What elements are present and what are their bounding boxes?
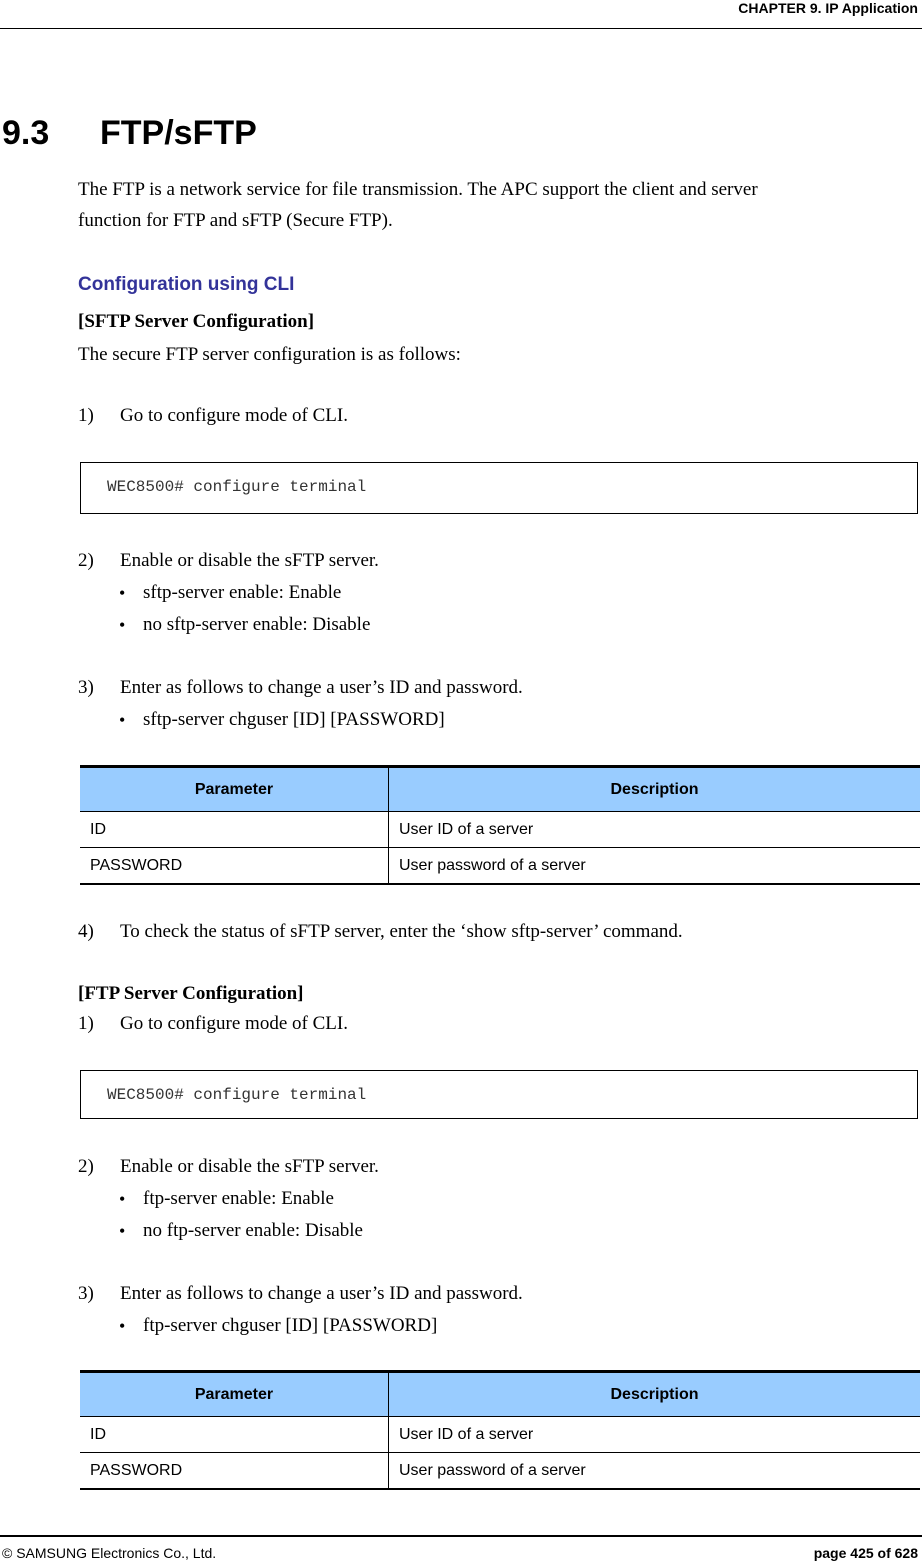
sftp-step1-text: Go to configure mode of CLI. bbox=[120, 405, 348, 426]
sftp-step2-num: 2) bbox=[78, 550, 94, 571]
column-header-description: Description bbox=[389, 1372, 921, 1417]
chapter-title: CHAPTER 9. IP Application bbox=[738, 0, 918, 16]
table-header-row bbox=[80, 1372, 920, 1417]
column-header-parameter: Parameter bbox=[80, 1372, 389, 1417]
table-cell: User password of a server bbox=[389, 1453, 921, 1490]
ftp-step3-num: 3) bbox=[78, 1283, 94, 1304]
sftp-description: The secure FTP server configuration is as follows: bbox=[78, 344, 461, 365]
table-cell: User ID of a server bbox=[389, 812, 921, 848]
table-cell: PASSWORD bbox=[80, 1453, 389, 1490]
sftp-bullet-chguser: sftp-server chguser [ID] [PASSWORD] bbox=[143, 709, 445, 730]
column-header-parameter: Parameter bbox=[80, 767, 389, 812]
intro-line-1: The FTP is a network service for file transmission. The APC support the client and server bbox=[78, 179, 758, 200]
bullet-icon: • bbox=[119, 1221, 126, 1241]
intro-line-2: function for FTP and sFTP (Secure FTP). bbox=[78, 210, 393, 231]
ftp-step3-text: Enter as follows to change a user’s ID and password. bbox=[120, 1283, 523, 1304]
ftp-bullet-enable: ftp-server enable: Enable bbox=[143, 1188, 334, 1209]
ftp-step1-text: Go to configure mode of CLI. bbox=[120, 1013, 348, 1034]
sftp-parameter-table bbox=[80, 765, 920, 885]
sftp-heading: [SFTP Server Configuration] bbox=[78, 311, 315, 332]
bullet-icon: • bbox=[119, 710, 126, 730]
sftp-step4-num: 4) bbox=[78, 921, 94, 942]
bullet-icon: • bbox=[119, 615, 126, 635]
table-cell: User password of a server bbox=[389, 848, 921, 885]
ftp-parameter-table bbox=[80, 1370, 920, 1490]
table-header-row bbox=[80, 767, 920, 812]
ftp-step1-num: 1) bbox=[78, 1013, 94, 1034]
cli-heading: Configuration using CLI bbox=[78, 274, 295, 295]
code-line: WEC8500# configure terminal bbox=[107, 478, 367, 496]
bullet-icon: • bbox=[119, 1189, 126, 1209]
page-footer bbox=[0, 1535, 922, 1567]
bullet-icon: • bbox=[119, 1316, 126, 1336]
sftp-bullet-enable: sftp-server enable: Enable bbox=[143, 582, 342, 603]
section-title: FTP/sFTP bbox=[100, 114, 257, 152]
table-cell: ID bbox=[80, 1417, 389, 1453]
ftp-bullet-chguser: ftp-server chguser [ID] [PASSWORD] bbox=[143, 1315, 438, 1336]
page-header bbox=[0, 0, 922, 29]
column-header-description: Description bbox=[389, 767, 921, 812]
code-line: WEC8500# configure terminal bbox=[107, 1086, 367, 1104]
table-row bbox=[80, 1417, 920, 1453]
page-number: page 425 of 628 bbox=[813, 1545, 918, 1561]
ftp-step2-text: Enable or disable the sFTP server. bbox=[120, 1156, 379, 1177]
sftp-step4-text: To check the status of sFTP server, enter the ‘show sftp-server’ command. bbox=[120, 921, 683, 942]
ftp-bullet-disable: no ftp-server enable: Disable bbox=[143, 1220, 363, 1241]
copyright-text: © SAMSUNG Electronics Co., Ltd. bbox=[2, 1545, 217, 1561]
ftp-heading: [FTP Server Configuration] bbox=[78, 983, 304, 1004]
table-cell: User ID of a server bbox=[389, 1417, 921, 1453]
sftp-step3-text: Enter as follows to change a user’s ID and password. bbox=[120, 677, 523, 698]
table-cell: PASSWORD bbox=[80, 848, 389, 885]
sftp-code-block bbox=[80, 462, 918, 514]
ftp-step2-num: 2) bbox=[78, 1156, 94, 1177]
sftp-step2-text: Enable or disable the sFTP server. bbox=[120, 550, 379, 571]
ftp-code-block bbox=[80, 1070, 918, 1119]
bullet-icon: • bbox=[119, 583, 126, 603]
table-row bbox=[80, 848, 920, 885]
sftp-step1-num: 1) bbox=[78, 405, 94, 426]
sftp-step3-num: 3) bbox=[78, 677, 94, 698]
sftp-bullet-disable: no sftp-server enable: Disable bbox=[143, 614, 371, 635]
table-row bbox=[80, 812, 920, 848]
section-number: 9.3 bbox=[2, 114, 50, 152]
table-cell: ID bbox=[80, 812, 389, 848]
table-row bbox=[80, 1453, 920, 1490]
